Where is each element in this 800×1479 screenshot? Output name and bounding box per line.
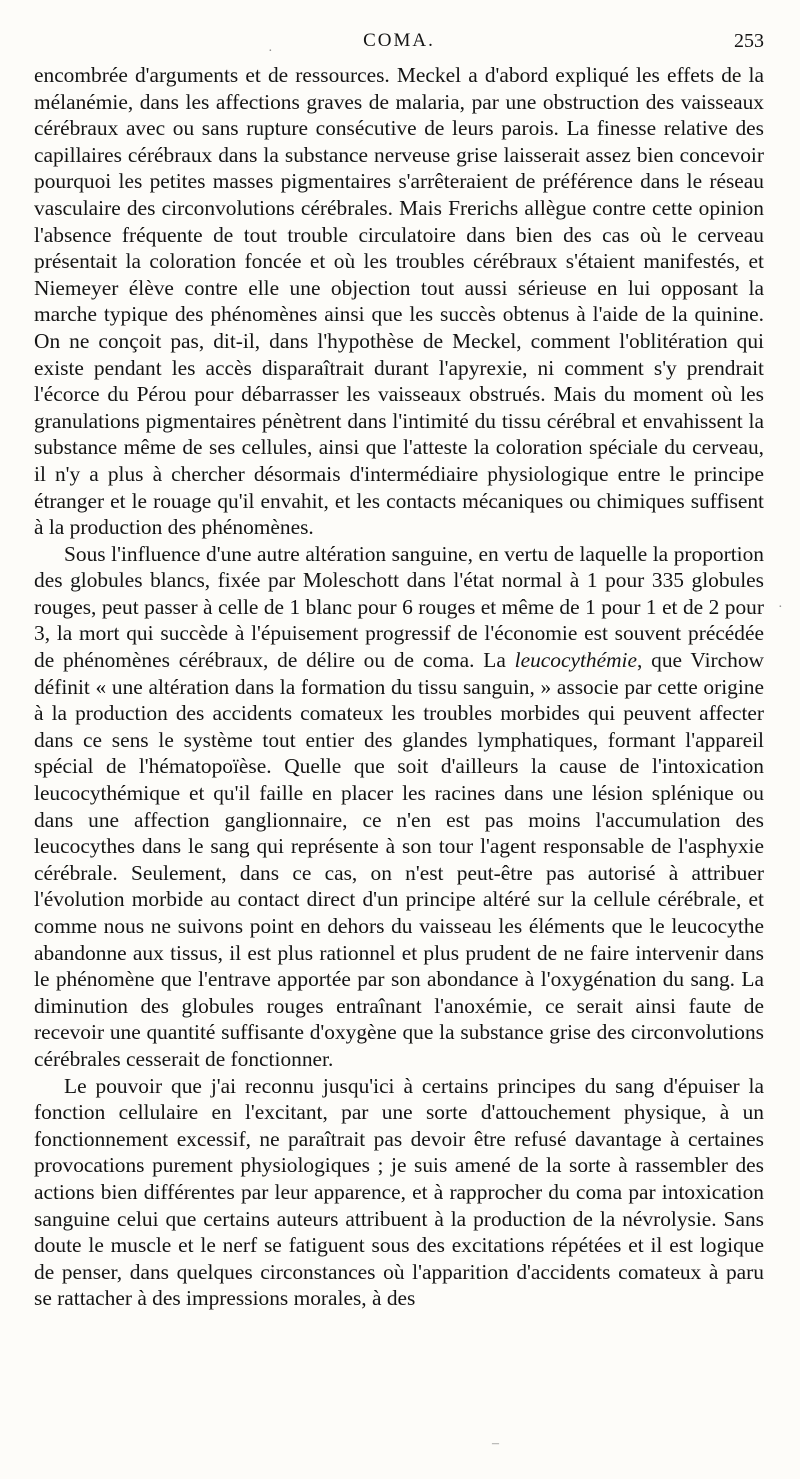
paragraph-nevrolysie: Le pouvoir que j'ai reconnu jusqu'ici à certains principes du sang d'épuiser la fonction cellulaire en l'excitant, par une sorte d'attouchement physique, à un fonctionnement excessif, ne paraîtrait pas devoir être refusé davantage à certaines provocations purement physiologiques ; je suis amené de la sorte à rassembler des actions bien différentes par leur apparence, et à rapprocher du coma par intoxication sanguine celui que certains auteurs attribuent à la production de la névrolysie. Sans doute le muscle et le nerf se fatiguent sous des excitations répétées et il est logique de penser, dans quelques circonstances où l'apparition d'accidents comateux à paru se rattacher à des impressions morales, à des [34,1073,764,1311]
paragraph-leucocythemie [34,541,764,1073]
italic-term: leucocythémie [514,648,637,673]
page-header [34,30,764,60]
print-speck: · [268,44,273,59]
paragraph-continued: encombrée d'arguments et de ressources. Meckel a d'abord expliqué les effets de la mélanémie, dans les affections graves de malaria, par une obstruction des vaisseaux cérébraux avec ou sans rupture consécutive de leurs parois. La finesse relative des capillaires cérébraux dans la substance nerveuse grise laisserait assez bien concevoir pourquoi les petites masses pigmentaires s'arrêteraient de préférence dans le réseau vasculaire des circonvolutions cérébrales. Mais Frerichs allègue contre cette opinion l'absence fréquente de tout trouble circulatoire dans bien des cas où le cerveau présentait la coloration foncée et où les troubles cérébraux s'étaient manifestés, et Niemeyer élève contre elle une objection tout aussi sérieuse en lui opposant la marche typique des phénomènes ainsi que les succès obtenus à l'aide de la quinine. On ne conçoit pas, dit-il, dans l'hypothèse de Meckel, comment l'oblitération qui existe pendant les accès disparaîtrait durant l'apyrexie, ni comment s'y prendrait l'écorce du Pérou pour débarrasser les vaisseaux obstrués. Mais du moment où les granulations pigmentaires pénètrent dans l'intimité du tissu cérébral et envahissent la substance même de ses cellules, ainsi que l'atteste la coloration spéciale du cerveau, il n'y a plus à chercher désormais d'intermédiaire physiologique entre le principe étranger et le rouage qu'il envahit, et les contacts mécaniques ou chimiques suffisent à la production des phénomènes. [34,63,764,540]
margin-speck: · [778,600,783,615]
footer-speck: – [492,1436,499,1451]
paragraph-text-end: , que Virchow définit « une altération dans la formation du tissu sanguin, » associe par cette origine à la production des accidents comateux les troubles morbides qui peuvent affecter dans ce sens le système tout entier des glandes lymphatiques, formant l'appareil spécial de l'hématopoïèse. Quelle que soit d'ailleurs la cause de l'intoxication leucocythémique et qu'il faille en placer les racines dans une lésion splénique ou dans une affection ganglionnaire, ce n'en est pas moins l'accumulation des leucocythes dans le sang qui représente à son tour l'agent responsable de l'asphyxie cérébrale. Seulement, dans ce cas, on n'est peut-être pas autorisé à attribuer l'évolution morbide au contact direct d'un principe altéré sur la cellule cérébrale, et comme nous ne suivons point en dehors du vaisseau les éléments que le leucocythe abandonne aux tissus, il est plus rationnel et plus prudent de ne faire intervenir dans le phénomène que l'entrave apportée par son abondance à l'oxygénation du sang. La diminution des globules rouges entraînant l'anoxémie, ce serait ainsi faute de recevoir une quantité suffisante d'oxygène que la substance grise des circonvolutions cérébrales cesserait de fonctionner. [34,648,764,1071]
paragraph-text-start: Sous l'influence d'une autre altération sanguine, en vertu de laquelle la proportion des globules blancs, fixée par Moleschott dans l'état normal à 1 pour 335 globules rouges, peut passer à celle de 1 blanc pour 6 rouges et même de 1 pour 1 et de 2 pour 3, la mort qui succède à l'épuisement progressif de l'économie est souvent précédée de phénomènes cérébraux, de délire ou de coma. La [34,541,764,673]
body-text [34,62,764,1312]
running-title: COMA. [363,30,435,51]
page-number: 253 [734,30,764,52]
